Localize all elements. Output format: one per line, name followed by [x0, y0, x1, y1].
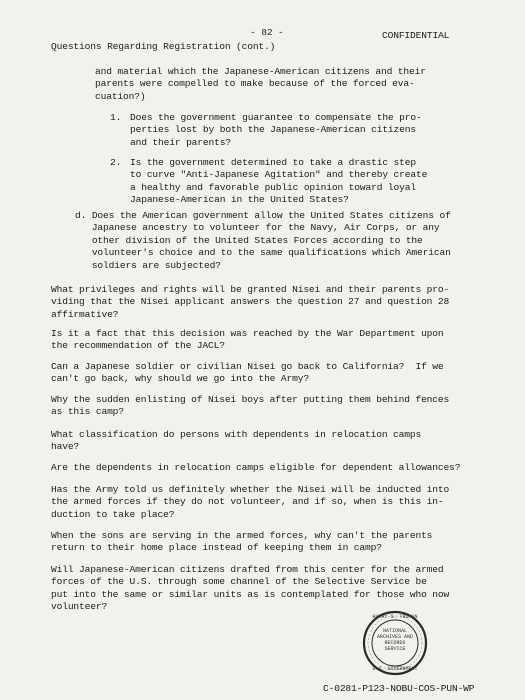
item-d-paragraph: [75, 210, 451, 272]
question-paragraph: [51, 530, 432, 555]
question-paragraph: [51, 284, 449, 321]
text-line: the armed forces if they do not volunteer, and if so, when is this in-: [51, 496, 444, 508]
text-line: and their parents?: [130, 136, 231, 148]
text-line: soldiers are subjected?: [75, 259, 221, 271]
sub-item-text: [130, 112, 422, 149]
text-line: What privileges and rights will be granted Nisei and their parents pro-: [51, 284, 450, 295]
sub-item-marker: 2.: [110, 157, 122, 168]
text-line: Can a Japanese soldier or civilian Nisei go back to California? If we: [51, 361, 444, 372]
text-line: as this camp?: [51, 406, 124, 418]
text-line: Japanese-American in the United States?: [130, 194, 349, 206]
question-paragraph: [51, 484, 449, 521]
question-paragraph: [51, 394, 449, 419]
text-line: Why the sudden enlisting of Nisei boys after putting them behind fences: [51, 394, 450, 405]
text-line: When the sons are serving in the armed forces, why can't the parents: [51, 530, 433, 541]
text-line: What classification do persons with dependents in relocation camps: [51, 429, 422, 440]
text-line: duction to take place?: [51, 508, 175, 520]
text-line: parents were compelled to make because of the forced eva-: [95, 78, 415, 90]
text-line: have?: [51, 441, 80, 453]
stamp-line: SERVICE: [384, 646, 406, 652]
text-line: put into the same or similar units as is contemplated for those who now: [51, 588, 450, 600]
archives-seal-stamp: [362, 610, 428, 676]
stamp-line: U.S. GOVERNMENT: [372, 666, 418, 672]
text-line: Will Japanese-American citizens drafted from this center for the armed: [51, 564, 444, 575]
stamp-line: ARCHIVES AND: [376, 634, 413, 640]
text-line: and material which the Japanese-American citizens and their: [95, 66, 426, 77]
stamp-line: RECORDS: [384, 640, 406, 646]
text-line: Japanese ancestry to volunteer for the Navy, Air Corps, or any: [75, 222, 440, 234]
page-number: - 82 -: [250, 27, 284, 38]
question-paragraph: [51, 429, 421, 454]
stamp-line: HARRY S. TRUMAN: [372, 614, 418, 620]
question-paragraph: [51, 328, 444, 353]
stamp-line: NATIONAL: [382, 628, 407, 634]
text-line: Are the dependents in relocation camps eligible for dependent allowances?: [51, 462, 461, 473]
text-line: perties lost by both the Japanese-American citizens: [130, 124, 416, 136]
footer-reference-code: C-0281-P123-NOBU-COS-PUN-WP: [323, 683, 475, 694]
text-line: return to their home place instead of keeping them in camp?: [51, 542, 382, 554]
sub-item-text: [130, 157, 427, 207]
text-line: Has the Army told us definitely whether the Nisei will be inducted into: [51, 484, 450, 495]
text-line: viding that the Nisei applicant answers the question 27 and question 28: [51, 296, 450, 308]
text-line: d. Does the American government allow the United States citizens of: [75, 210, 451, 221]
text-line: volunteer's choice and to the same qualifications which American: [75, 247, 451, 259]
text-line: a healthy and favorable public opinion toward loyal: [130, 181, 416, 193]
text-line: the recommendation of the JACL?: [51, 340, 225, 352]
text-line: Is it a fact that this decision was reached by the War Department upon: [51, 328, 444, 339]
question-paragraph: [51, 564, 449, 614]
text-line: Is the government determined to take a drastic step: [130, 157, 416, 168]
text-line: Does the government guarantee to compensate the pro-: [130, 112, 422, 123]
text-line: to curve "Anti-Japanese Agitation" and thereby create: [130, 169, 428, 181]
text-line: other division of the United States Forces according to the: [75, 234, 423, 246]
text-line: affirmative?: [51, 308, 119, 320]
section-title: Questions Regarding Registration (cont.): [51, 41, 276, 52]
text-line: cuation?): [95, 90, 146, 102]
question-paragraph: [51, 462, 460, 474]
text-line: volunteer?: [51, 601, 108, 613]
text-line: forces of the U.S. through some channel of the Selective Service be: [51, 576, 427, 588]
question-paragraph: [51, 361, 444, 386]
intro-paragraph: [95, 66, 426, 103]
text-line: can't go back, why should we go into the Army?: [51, 373, 309, 385]
sub-item-marker: 1.: [110, 112, 122, 123]
classification-label: CONFIDENTIAL: [382, 30, 450, 41]
